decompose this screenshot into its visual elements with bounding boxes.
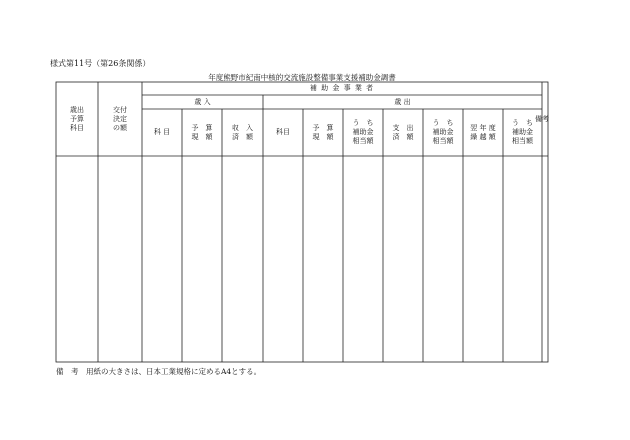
header-revenue-item: 科 目 [153,128,171,136]
header-expenditure-spent: 支 出 済 額 [392,123,414,141]
header-expenditure-budget: 予 算 現 額 [312,123,334,141]
header-budget-item: 歳出 予算 科目 [70,105,84,132]
header-carryover-grant-share: う ち 補助金 相当額 [512,119,533,145]
document-title: 年度熊野市紀南中核的交流施設整備事業支援補助金調書 [208,73,396,82]
header-grant-decision-amount: 交付 決定 の額 [113,105,127,132]
header-revenue: 歳 入 [194,97,211,106]
header-expenditure: 歳 出 [394,97,411,106]
header-revenue-received: 収 入 済 額 [232,123,253,141]
header-revenue-budget: 予 算 現 額 [191,123,213,141]
header-spent-grant-share: う ち 補助金 相当額 [432,119,454,145]
form-number: 様式第11号（第26条関係） [50,59,151,68]
header-remarks-label: 備考 [535,114,549,123]
footnote-remarks: 備 考 用紙の大きさは、日本工業規格に定めるA4とする。 [56,367,262,376]
header-carryover: 翌 年 度 繰 越 額 [470,123,496,141]
header-budget-grant-share: う ち 補助金 相当額 [352,119,374,145]
header-grantee-group: 補 助 金 事 業 者 [309,84,375,92]
header-expenditure-item: 科目 [276,128,290,136]
